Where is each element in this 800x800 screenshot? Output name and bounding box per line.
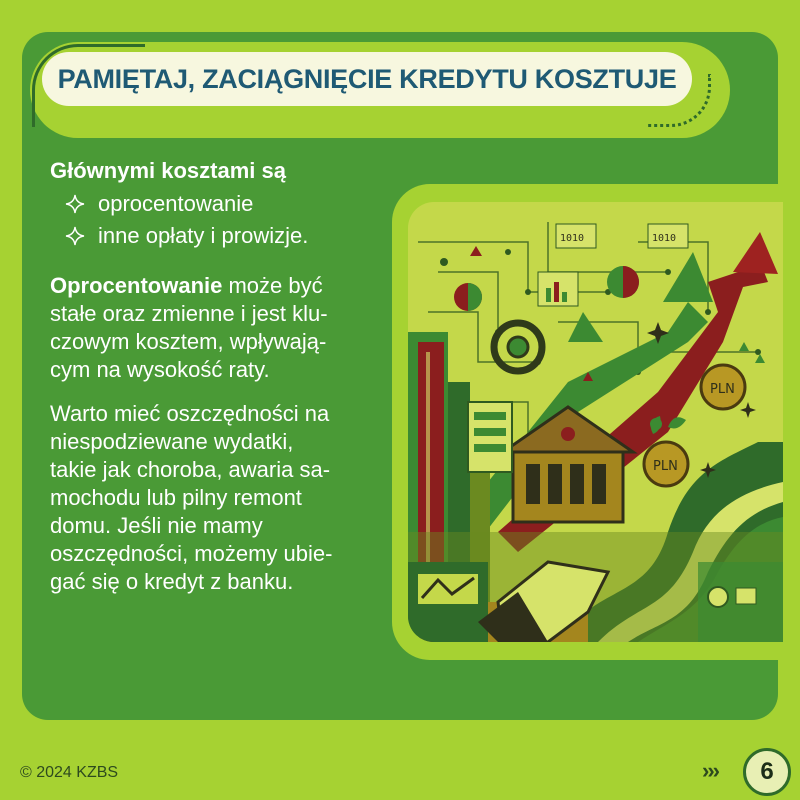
costs-heading: Głównymi kosztami są	[50, 158, 286, 183]
sparkle-icon	[64, 193, 86, 215]
text-content	[50, 158, 370, 612]
finance-illustration	[408, 202, 783, 642]
text-line: mochodu lub pilny remont	[50, 485, 302, 510]
finance-illustration-art	[408, 202, 783, 642]
text-line: może być	[222, 273, 323, 298]
list-item-label: inne opłaty i prowizje.	[98, 223, 309, 248]
text-line: oszczędności, możemy ubie-	[50, 541, 333, 566]
text-line: niespodziewane wydatki,	[50, 429, 294, 454]
list-item	[64, 220, 370, 252]
title-banner	[42, 52, 692, 106]
list-item-label: oprocentowanie	[98, 191, 254, 216]
copyright-text: © 2024 KZBS	[20, 764, 119, 781]
text-line: stałe oraz zmienne i jest klu-	[50, 301, 328, 326]
text-line: czowym kosztem, wpływają-	[50, 329, 327, 354]
interest-term: Oprocentowanie	[50, 273, 223, 298]
page-title: PAMIĘTAJ, ZACIĄGNIĘCIE KREDYTU KOSZTUJE	[57, 63, 677, 94]
counter-label: 1010	[652, 233, 677, 244]
costs-list	[50, 188, 370, 252]
text-line: domu. Jeśli nie mamy	[50, 513, 263, 538]
page-number: 6	[743, 748, 791, 796]
coin-label: PLN	[710, 382, 735, 397]
text-line: takie jak choroba, awaria sa-	[50, 457, 331, 482]
next-arrows-icon[interactable]: ›››	[702, 758, 718, 783]
list-item	[64, 188, 370, 220]
sparkle-icon	[64, 225, 86, 247]
text-line: gać się o kredyt z banku.	[50, 569, 294, 594]
paragraph-interest	[50, 272, 370, 384]
text-line: cym na wysokość raty.	[50, 357, 270, 382]
coin-label: PLN	[653, 459, 678, 474]
paragraph-savings	[50, 400, 370, 596]
counter-label: 1010	[560, 233, 585, 244]
text-line: Warto mieć oszczędności na	[50, 401, 330, 426]
